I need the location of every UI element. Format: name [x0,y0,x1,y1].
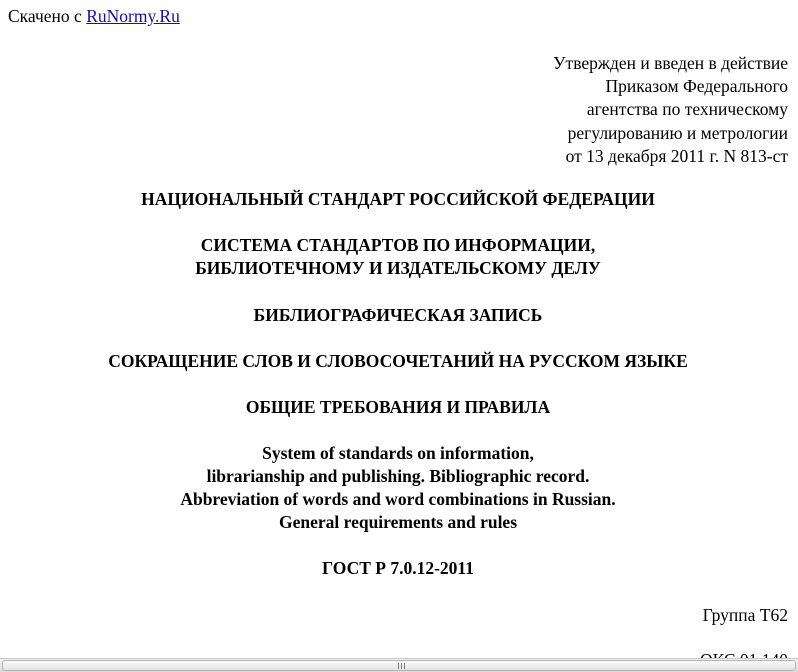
system-title-line: СИСТЕМА СТАНДАРТОВ ПО ИНФОРМАЦИИ, [200,235,596,255]
english-title-line: General requirements and rules [278,512,518,532]
general-title: ОБЩИЕ ТРЕБОВАНИЯ И ПРАВИЛА [245,397,551,417]
group-label: Группа Т62 [702,605,788,625]
scrollbar-thumb[interactable] [2,660,796,671]
system-title-line: БИБЛИОТЕЧНОМУ И ИЗДАТЕЛЬСКОМУ ДЕЛУ [195,258,601,278]
english-title-line: System of standards on information, [262,443,534,463]
grip-icon [397,663,406,669]
download-prefix: Скачено с [8,6,82,26]
abbreviation-title: СОКРАЩЕНИЕ СЛОВ И СЛОВОСОЧЕТАНИЙ НА РУССКОМ ЯЗЫКЕ [108,351,688,371]
download-source-line [8,6,180,26]
record-title: БИБЛИОГРАФИЧЕСКАЯ ЗАПИСЬ [253,305,543,325]
english-title-line: librarianship and publishing. Bibliographic record. [206,466,590,486]
system-title [0,234,796,280]
approval-line: Утвержден и введен в действие [553,53,788,73]
approval-line: агентства по техническому [586,99,788,120]
approval-line: регулированию и метрологии [567,122,788,143]
english-title-line: Abbreviation of words and word combinations in Russian. [180,489,616,509]
standard-code: ГОСТ Р 7.0.12-2011 [322,558,474,578]
horizontal-scrollbar[interactable] [0,658,798,672]
approval-block [553,52,788,168]
approval-line: Приказом Федерального [605,76,788,97]
national-standard-title: НАЦИОНАЛЬНЫЙ СТАНДАРТ РОССИЙСКОЙ ФЕДЕРАЦИИ [141,189,655,209]
english-title [0,442,796,534]
runormy-link[interactable]: RuNormy.Ru [86,6,180,26]
approval-line: от 13 декабря 2011 г. N 813-ст [565,145,788,166]
